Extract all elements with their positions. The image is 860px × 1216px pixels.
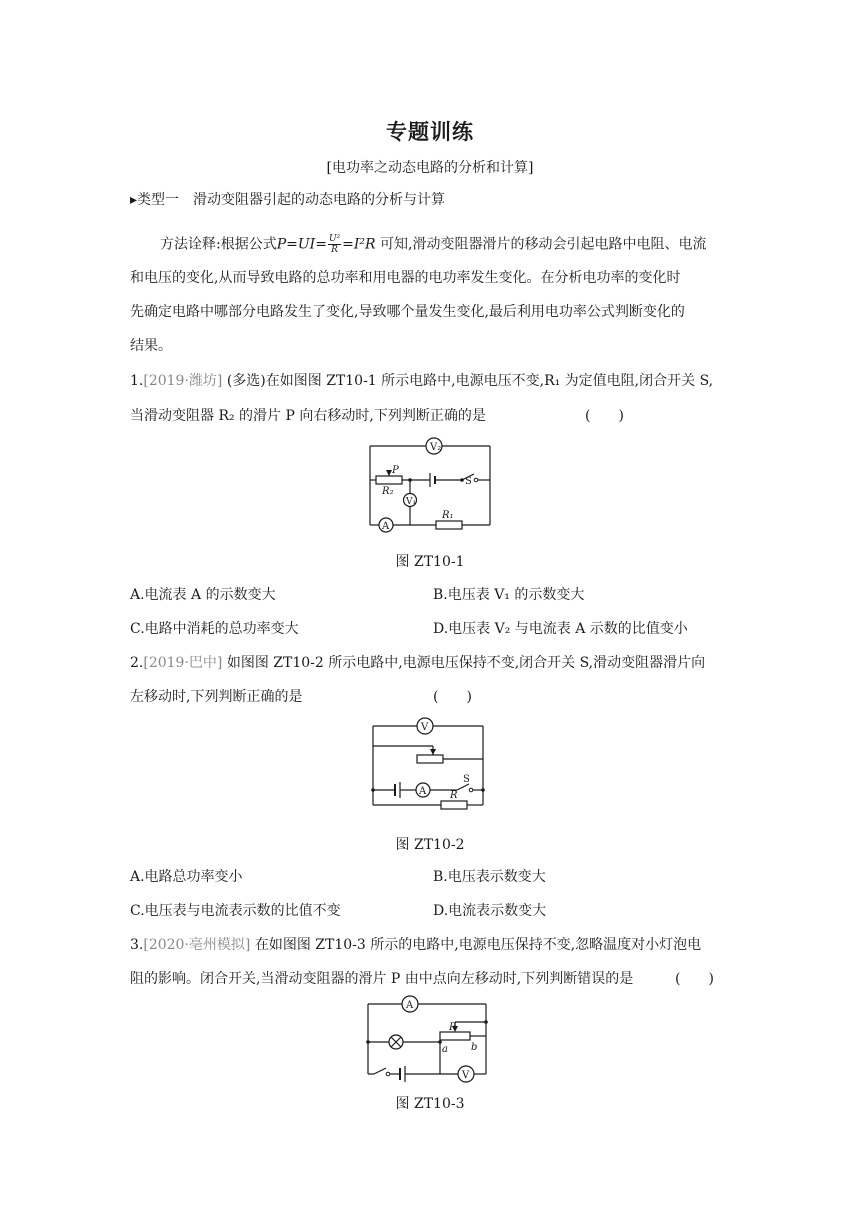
q2-line-1 (130, 653, 705, 673)
q3-line-1 (130, 935, 701, 955)
page-subtitle: [电功率之动态电路的分析和计算] (326, 160, 534, 176)
formula-eq: = (286, 236, 298, 253)
formula-i2r: =I²R (342, 236, 376, 253)
q3-p-label: P (449, 1022, 456, 1033)
q1-p-label: P (392, 465, 399, 476)
formula-p: P (276, 236, 287, 253)
formula-eq: = (315, 236, 327, 253)
q2-s-label: S (463, 774, 470, 785)
q2-text-1: 如图图 ZT10-2 所示电路中,电源电压保持不变,闭合开关 S,滑动变阻器滑片向 (222, 655, 706, 671)
formula-ui: UI (297, 236, 316, 253)
method-line-1 (160, 234, 706, 255)
q3-answer-bracket: ( ) (675, 971, 714, 987)
method-prefix: 方法诠释:根据公式 (160, 236, 277, 253)
q1-r1-label: R₁ (442, 510, 454, 521)
q1-source: [2019·潍坊] (143, 373, 223, 389)
fraction-numerator: U² (328, 234, 341, 244)
q2-figure-caption: 图 ZT10-2 (395, 837, 465, 853)
q1-figure-caption: 图 ZT10-1 (395, 554, 465, 570)
fraction-denominator: R (331, 245, 338, 255)
q1-option-d: D.电压表 V₂ 与电流表 A 示数的比值变小 (433, 621, 688, 637)
q3-figure-caption: 图 ZT10-3 (395, 1096, 465, 1112)
method-line-3: 先确定电路中哪部分电路发生了变化,导致哪个量发生变化,最后利用电功率公式判断变化的 (130, 304, 685, 320)
q2-v-label: V (421, 722, 429, 733)
q2-option-b: B.电压表示数变大 (433, 869, 546, 885)
q2-r-label: R (450, 790, 458, 801)
q2-line-2: 左移动时,下列判断正确的是 (130, 689, 303, 705)
q3-b-end-label: b (471, 1042, 478, 1053)
q3-circuit-diagram (360, 992, 500, 1088)
q2-option-a: A.电路总功率变小 (130, 869, 243, 885)
q3-a-end-label: a (442, 1044, 448, 1055)
q1-option-b: B.电压表 V₁ 的示数变大 (433, 587, 585, 603)
page-title: 专题训练 (386, 120, 474, 144)
q2-a-label: A (419, 786, 427, 797)
q1-circuit-diagram (360, 432, 500, 538)
q2-answer-bracket: ( ) (433, 689, 472, 705)
method-line-2: 和电压的变化,从而导致电路的总功率和用电器的电功率发生变化。在分析电功率的变化时 (130, 270, 681, 286)
q2-option-d: D.电流表示数变大 (433, 903, 547, 919)
formula-fraction (328, 234, 341, 255)
q2-source: [2019·巴中] (143, 655, 223, 671)
q1-line-1 (130, 371, 713, 391)
q2-circuit-diagram (365, 712, 495, 820)
q1-v1-label: V₁ (406, 497, 417, 507)
q3-text-1: 在如图图 ZT10-3 所示的电路中,电源电压保持不变,忽略温度对小灯泡电 (250, 937, 702, 953)
q1-v2-label: V₂ (430, 442, 442, 453)
q3-a-label: A (406, 1000, 414, 1011)
q3-line-2: 阻的影响。闭合开关,当滑动变阻器的滑片 P 由中点向左移动时,下列判断错误的是 (130, 971, 634, 987)
q1-r2-label: R₂ (382, 486, 394, 497)
q1-a-label: A (382, 521, 390, 532)
method-line-1-suffix: 可知,滑动变阻器滑片的移动会引起电路中电阻、电流 (380, 236, 707, 253)
type-heading: ▸类型一 滑动变阻器引起的动态电路的分析与计算 (130, 192, 446, 208)
q1-line-2: 当滑动变阻器 R₂ 的滑片 P 向右移动时,下列判断正确的是 (130, 408, 486, 424)
q3-number: 3. (130, 937, 144, 953)
q3-v-label: V (462, 1070, 470, 1081)
q1-number: 1. (130, 373, 144, 389)
q1-text-1: (多选)在如图图 ZT10-1 所示电路中,电源电压不变,R₁ 为定值电阻,闭合开关 S, (222, 373, 714, 389)
q1-answer-bracket: ( ) (585, 408, 624, 424)
q1-s-label: S (465, 476, 472, 487)
method-line-4: 结果。 (130, 338, 172, 354)
q2-number: 2. (130, 655, 144, 671)
q1-option-a: A.电流表 A 的示数变大 (130, 587, 276, 603)
q2-option-c: C.电压表与电流表示数的比值不变 (130, 903, 341, 919)
q3-source: [2020·亳州模拟] (143, 937, 251, 953)
q1-option-c: C.电路中消耗的总功率变大 (130, 621, 299, 637)
